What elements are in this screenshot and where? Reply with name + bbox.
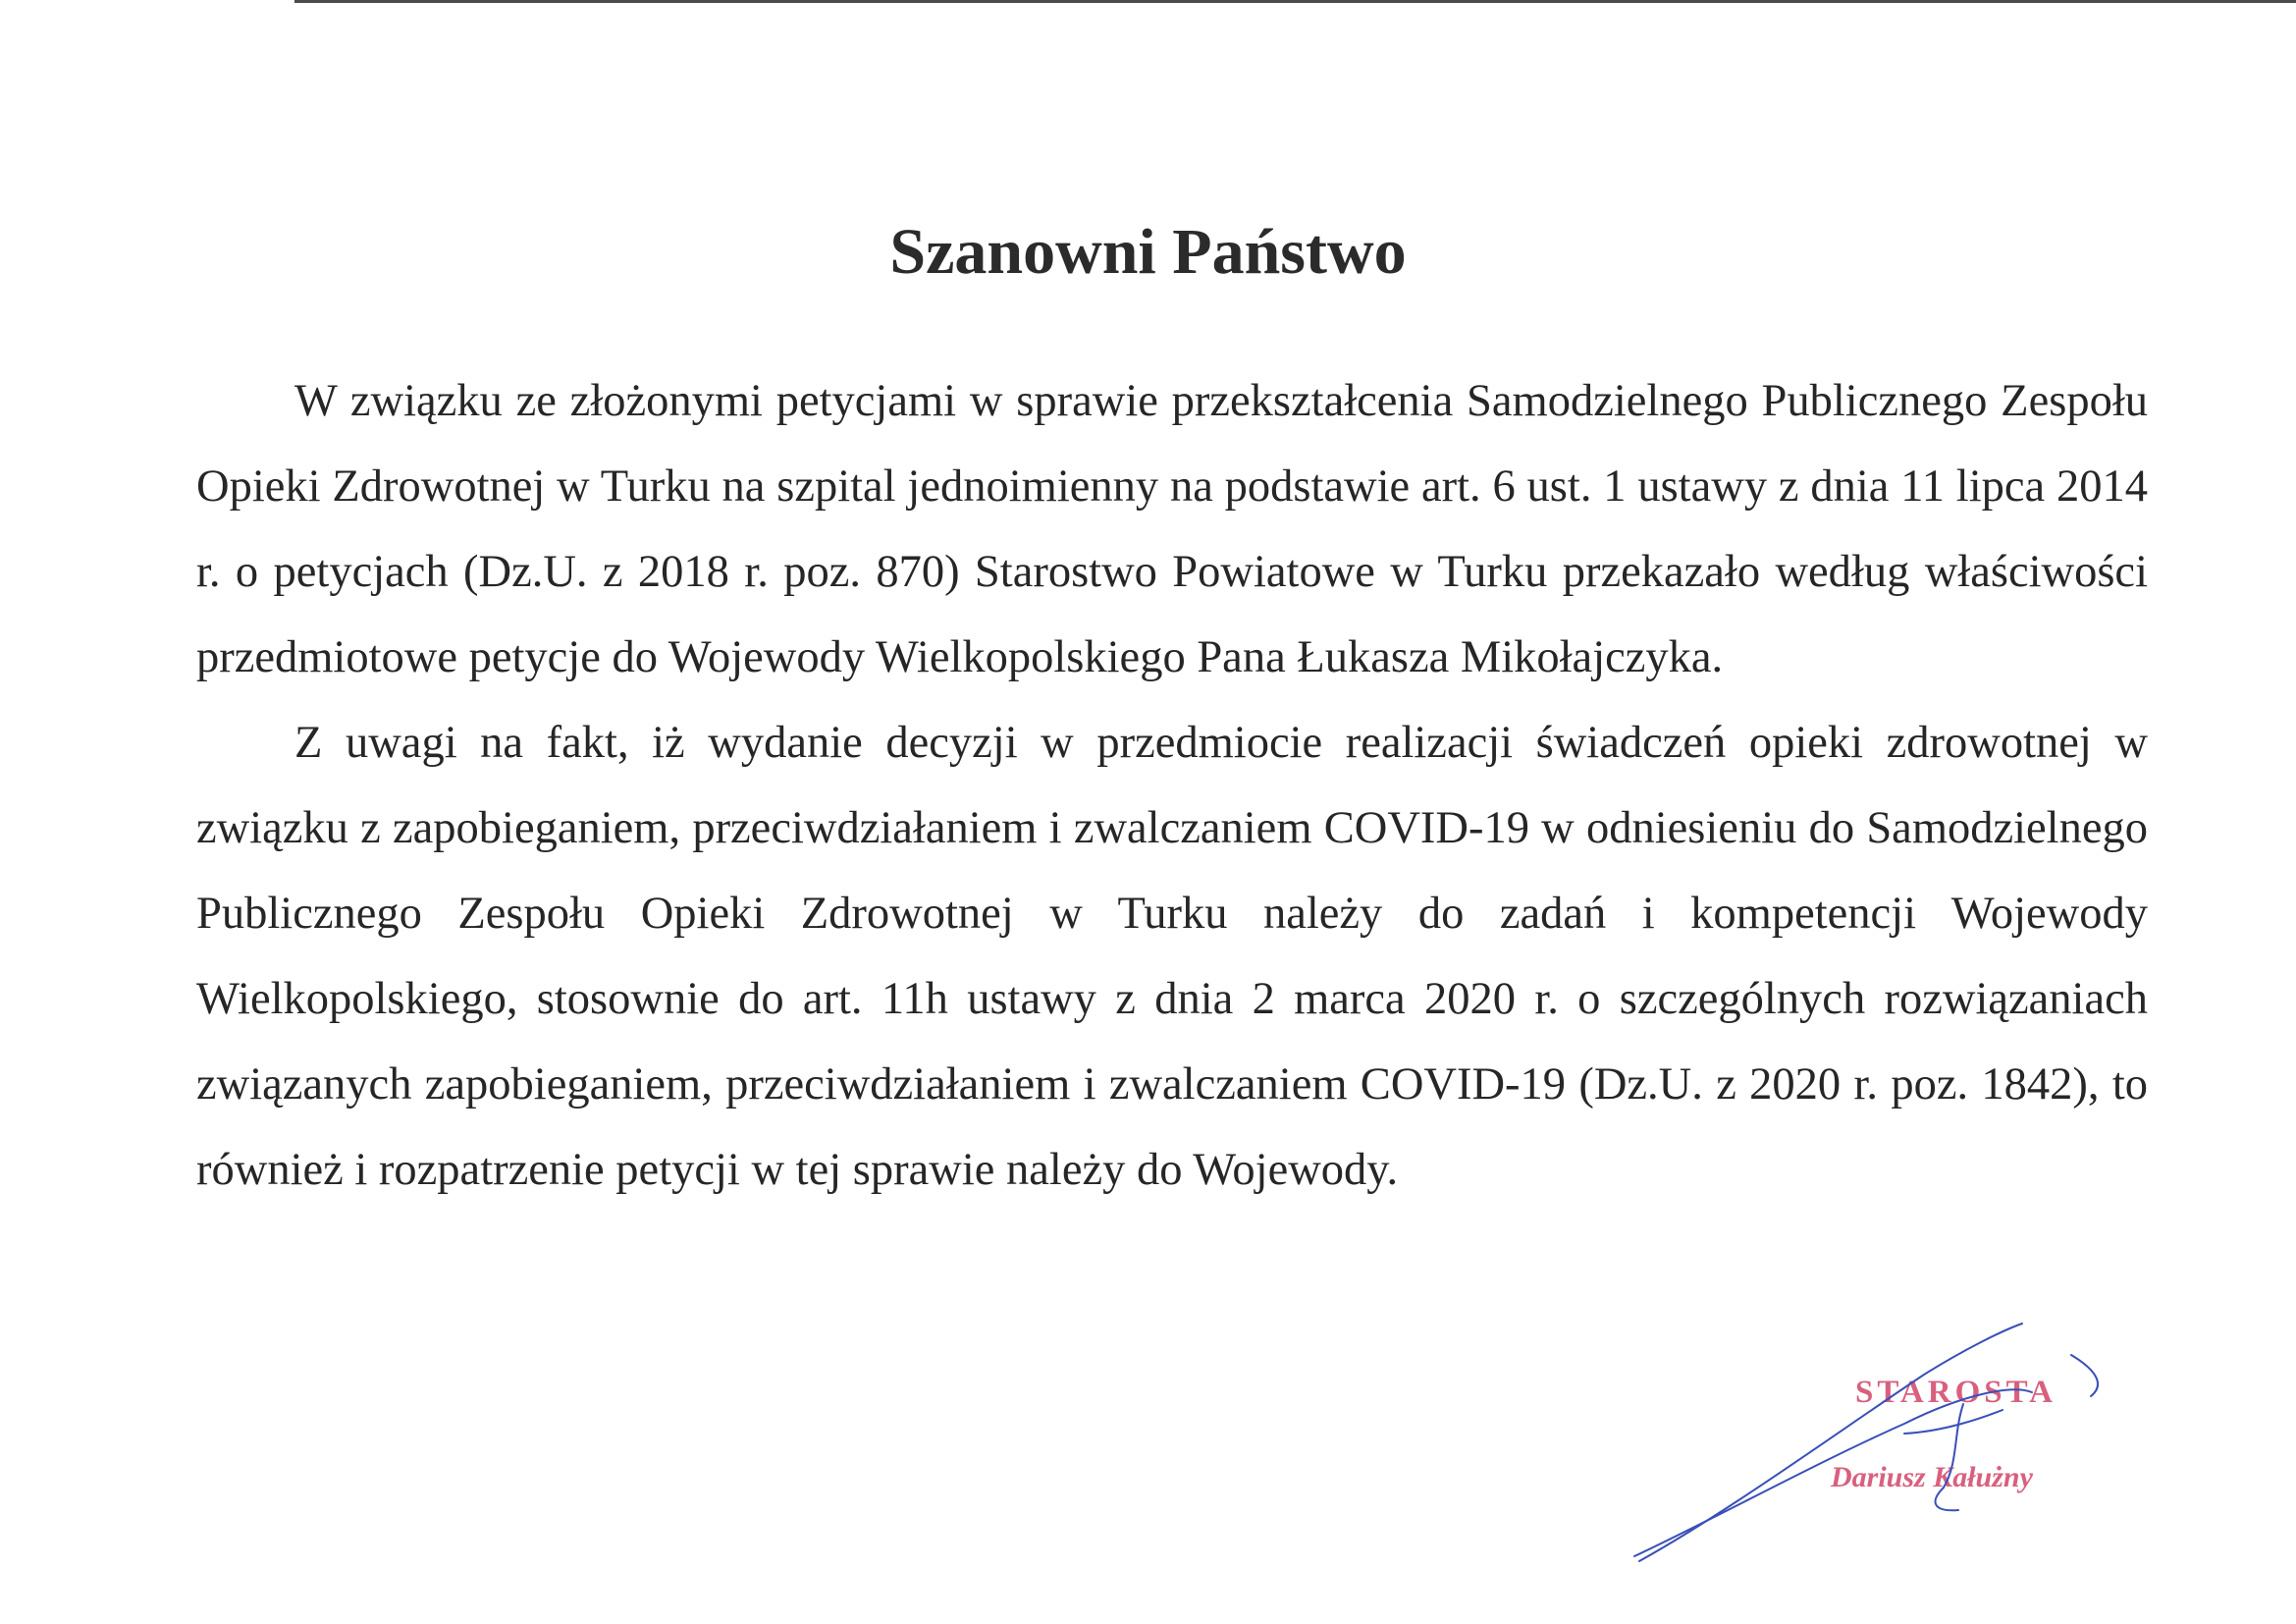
paragraph-1: W związku ze złożonymi petycjami w sprawie przekształcenia Samodzielnego Publicznego Zespołu Opieki Zdrowotnej w Turku na szpital jednoimienny na podstawie art. 6 ust. 1 ustawy z dnia 11 lipca 2014 r. o petycjach (Dz.U. z 2018 r. poz. 870) Starostwo Powiatowe w Turku przekazało według właściwości przedmiotowe petycje do Wojewody Wielkopolskiego Pana Łukasza Mikołajczyka. bbox=[196, 376, 2148, 682]
letter-body bbox=[196, 358, 2148, 1213]
stamp-name: Dariusz Kałużny bbox=[1831, 1461, 2033, 1493]
page-title: Szanowni Państwo bbox=[889, 216, 1407, 288]
paragraph-2: Z uwagi na fakt, iż wydanie decyzji w przedmiocie realizacji świadczeń opieki zdrowotnej w związku z zapobieganiem, przeciwdziałaniem i zwalczaniem COVID-19 w odniesieniu do Samodzielnego Publicznego Zespołu Opieki Zdrowotnej w Turku należy do zadań i kompetencji Wojewody Wielkopolskiego, stosownie do art. 11h ustawy z dnia 2 marca 2020 r. o szczególnych rozwiązaniach związanych zapobieganiem, przeciwdziałaniem i zwalczaniem COVID-19 (Dz.U. z 2020 r. poz. 1842), to również i rozpatrzenie petycji w tej sprawie należy do Wojewody. bbox=[196, 718, 2148, 1195]
top-border-line bbox=[294, 0, 2296, 3]
stamp-title: STAROSTA bbox=[1855, 1375, 2056, 1410]
handwritten-signature bbox=[1610, 1316, 2120, 1581]
